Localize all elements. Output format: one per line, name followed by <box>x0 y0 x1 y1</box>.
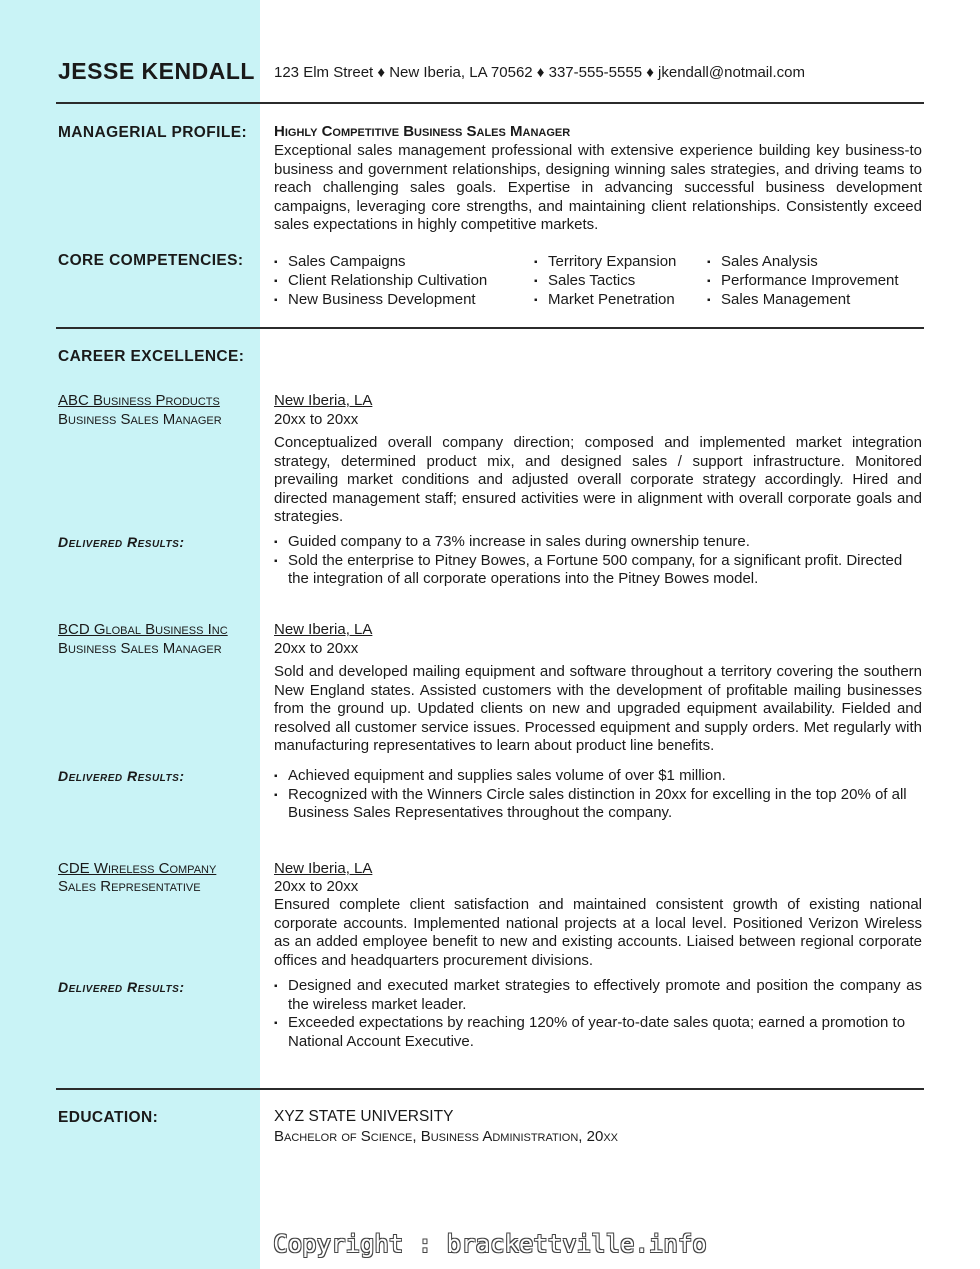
results-list <box>274 977 922 1051</box>
competency-item: ▪ Market Penetration <box>534 290 676 309</box>
results-label: Delivered Results: <box>58 979 185 995</box>
career-label: CAREER EXCELLENCE: <box>58 348 245 365</box>
results-list <box>274 533 922 589</box>
results-list <box>274 767 922 823</box>
result-item: ▪ Exceeded expectations by reaching 120% of year-to-date sales quota; earned a promotion to National Account Executive. <box>274 1014 922 1051</box>
job-company: CDE Wireless Company <box>58 860 217 877</box>
result-item: ▪ Sold the enterprise to Pitney Bowes, a Fortune 500 company, for a significant profit. Directed the integration of all corporate operations into the Pitney Bowes model. <box>274 552 922 589</box>
copyright-watermark: Copyright : brackettville.info <box>273 1230 707 1258</box>
competency-item: ▪ New Business Development <box>274 290 487 309</box>
job-location: New Iberia, LA <box>274 392 373 409</box>
education-degree: Bachelor of Science, Business Administration, 20xx <box>274 1128 618 1145</box>
job-company: BCD Global Business Inc <box>58 621 228 638</box>
competency-item: ▪ Territory Expansion <box>534 252 676 271</box>
job-role: Sales Representative <box>58 878 201 895</box>
job-dates: 20xx to 20xx <box>274 878 359 895</box>
result-item: ▪ Guided company to a 73% increase in sales during ownership tenure. <box>274 533 922 552</box>
divider <box>56 327 924 329</box>
job-company: ABC Business Products <box>58 392 220 409</box>
result-item: ▪ Achieved equipment and supplies sales volume of over $1 million. <box>274 767 922 786</box>
competency-item: ▪ Sales Tactics <box>534 271 676 290</box>
divider <box>56 1088 924 1090</box>
competency-item: ▪ Client Relationship Cultivation <box>274 271 487 290</box>
results-label: Delivered Results: <box>58 534 185 550</box>
profile-headline: Highly Competitive Business Sales Manager <box>274 123 571 140</box>
job-description: Sold and developed mailing equipment and software throughout a territory covering the southern New England states. Assisted customers with the development of profitable mailing businesses from the ground up. Updated clients on new and upgraded equipment availability. Fielded and resolved all customer service issues. Processed equipment and supply orders. Met regularly with manufacturing representatives to learn about product line benefits. <box>274 663 922 755</box>
competency-item: ▪ Sales Analysis <box>707 252 899 271</box>
profile-summary: Exceptional sales management professional with extensive experience building key business-to business and government relationships, designing winning sales strategies, and driving teams to reach challenging sales goals. Expertise in advancing successful business development campaigns, leveraging core strengths, and maintaining client relationships. Consistently exceed sales expectations in highly competitive markets. <box>274 142 922 234</box>
competencies-label: CORE COMPETENCIES: <box>58 252 244 269</box>
job-dates: 20xx to 20xx <box>274 411 359 428</box>
education-label: EDUCATION: <box>58 1109 159 1126</box>
job-location: New Iberia, LA <box>274 621 373 638</box>
competencies-column-1 <box>274 252 487 309</box>
job-role: Business Sales Manager <box>58 411 222 428</box>
job-description: Ensured complete client satisfaction and maintained consistent growth of existing national corporate accounts. Implemented national projects at a local level. Positioned Verizon Wireless as an added employee benefit to new and existing accounts. Liaised between regional corporate offices and headquarters procurement divisions. <box>274 896 922 969</box>
competencies-column-2 <box>534 252 676 309</box>
job-location: New Iberia, LA <box>274 860 373 877</box>
job-description: Conceptualized overall company direction; composed and implemented market integration strategy, determined product mix, and designed sales / support infrastructure. Monitored prevailing market conditions and adjusted overall corporate strategy accordingly. Hired and directed management staff; ensured activities were in alignment with overall corporate goals and strategies. <box>274 434 922 526</box>
education-school: XYZ STATE UNIVERSITY <box>274 1108 454 1125</box>
competencies-column-3 <box>707 252 899 309</box>
job-role: Business Sales Manager <box>58 640 222 657</box>
competency-item: ▪ Performance Improvement <box>707 271 899 290</box>
profile-label: MANAGERIAL PROFILE: <box>58 124 248 141</box>
result-item: ▪ Designed and executed market strategies to effectively promote and position the company as the wireless market leader. <box>274 977 922 1014</box>
divider <box>56 102 924 104</box>
competency-item: ▪ Sales Campaigns <box>274 252 487 271</box>
candidate-name: JESSE KENDALL <box>58 58 255 84</box>
competency-item: ▪ Sales Management <box>707 290 899 309</box>
contact-line: 123 Elm Street ♦ New Iberia, LA 70562 ♦ 337-555-5555 ♦ jkendall@notmail.com <box>274 64 805 81</box>
result-item: ▪ Recognized with the Winners Circle sales distinction in 20xx for excelling in the top 20% of all Business Sales Representatives throughout the company. <box>274 786 922 823</box>
job-dates: 20xx to 20xx <box>274 640 359 657</box>
results-label: Delivered Results: <box>58 768 185 784</box>
